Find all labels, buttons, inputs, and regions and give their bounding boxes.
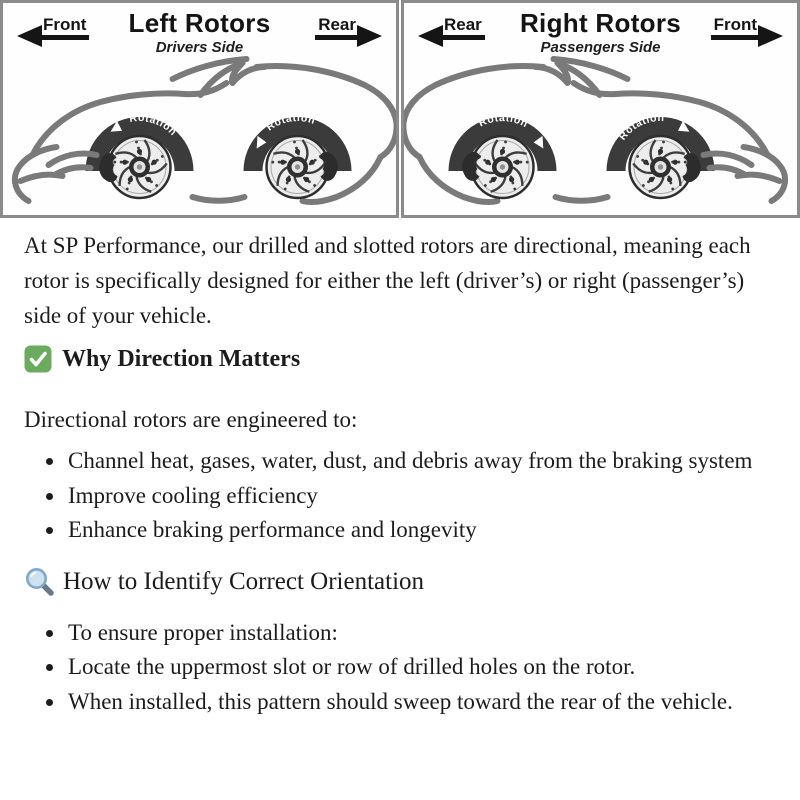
direction-indicator-rear [418, 16, 485, 40]
direction-indicator-front [711, 16, 783, 40]
list-item: • Channel heat, gases, water, dust, and debris away from the braking system [66, 444, 766, 479]
panel-title: Left Rotors [128, 8, 271, 38]
car-side-illustration-right [404, 55, 797, 215]
rotation-label: Rotation [128, 111, 180, 139]
left-arrow-icon [418, 25, 443, 47]
rotation-label: Rotation [476, 112, 531, 131]
right-rotors-panel [401, 0, 800, 218]
section-heading-why-direction-matters [24, 344, 766, 374]
panel-title-block [520, 9, 681, 56]
panel-subtitle: Drivers Side [155, 38, 244, 56]
direction-indicator-rear [315, 16, 382, 40]
car-side-illustration-left [3, 55, 396, 215]
panel-title: Right Rotors [519, 8, 682, 38]
list-item: • Locate the uppermost slot or row of drilled holes on the rotor. [66, 650, 766, 685]
panel-subtitle: Passengers Side [540, 38, 661, 56]
direction-indicator-front [17, 16, 89, 40]
car-silhouette-mirrored [404, 59, 785, 202]
benefits-list [24, 444, 766, 548]
list-item: • Enhance braking performance and longevity [66, 513, 766, 548]
direction-label: Front [711, 16, 760, 40]
left-panel-header [3, 8, 396, 56]
list-item: • Improve cooling efficiency [66, 479, 766, 514]
intro-paragraph: At SP Performance, our drilled and slotted rotors are directional, meaning each rotor is specifically designed for either the left (driver’s) or right (passenger’s) side of your vehicle. [24, 233, 751, 328]
car-silhouette [15, 59, 396, 202]
rotation-label: Rotation [616, 112, 665, 143]
direction-label: Rear [315, 16, 359, 40]
right-arrow-icon [357, 25, 382, 47]
left-arrow-icon [17, 25, 42, 47]
left-rotors-panel [0, 0, 399, 218]
right-arrow-icon [758, 25, 783, 47]
section-heading-text: Why Direction Matters [62, 346, 301, 372]
direction-label: Front [40, 16, 89, 40]
article-content [0, 218, 800, 731]
rotation-label: Rotation [264, 112, 317, 134]
section-heading-text: How to Identify Correct Orientation [63, 567, 425, 595]
right-panel-header [404, 8, 797, 56]
panel-title-block [129, 9, 271, 56]
section-heading-identify-orientation [24, 566, 766, 598]
rotor-direction-diagram [0, 0, 800, 218]
direction-label: Rear [441, 16, 485, 40]
list-item: • When installed, this pattern should sweep toward the rear of the vehicle. [66, 685, 766, 720]
list-item: • To ensure proper installation: [66, 616, 766, 651]
orientation-steps-list [24, 616, 766, 720]
check-mark-icon [24, 345, 52, 373]
magnifying-glass-icon [24, 567, 55, 597]
section-lead: Directional rotors are engineered to: [24, 407, 358, 432]
